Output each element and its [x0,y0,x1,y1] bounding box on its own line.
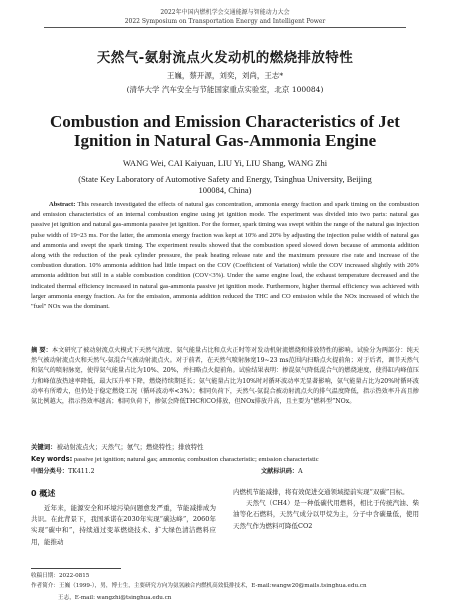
keywords-en-text: passive jet ignition; natural gas; ammonia; combustion characteristic; emission characteristic [73,456,319,463]
footnote-received: 收稿日期：2022-0815 [31,573,90,579]
abstract-en-text: This research investigated the effects of natural gas concentration, ammonia energy fraction and spark timing on the combustion and emission characteristics of an internal combustion engine using jet ignition mode. The experiment was divided into two parts: natural gas passive jet ignition and natural gas-ammonia passive jet ignition. For the former, spark timing was swept within the range of the natural gas injection pulse width of 19~23 ms. For the latter, the ammonia energy fraction was kept at 10% and 20% by adjusting the injection pulse width of natural gas and ammonia and swept the spark timing. The experiment results showed that the combustion speed slowed down because of ammonia addition along with the reduction of the peak cylinder pressure, the peak heating release rate and the maximum pressure rise rate and increase of the combustion duration. 10% ammonia addition had little impact on the COV (Coefficient of Variation) while the COV increased slightly with 20% ammonia addition but still in a stable combustion condition (COV<3%). Under the same engine load, the exhaust temperature decreased and the indicated thermal efficiency increased in natural gas-ammonia passive jet ignition mode. Furthermore, higher thermal efficiency was achieved with larger ammonia energy fraction. As for the emission, ammonia addition reduced the THC and CO emission while the NOx increased of which the "fuel" NOx was the dominant. [31,201,419,311]
abstract-en-label: Abstract: [49,201,76,208]
intro-right-column [233,487,419,532]
footnote-author: 作者简介：王巍（1999-），男，博士生，主要研究方向为氨氢融合内燃机高效低排技术，E-mail:wangw20@mails.tsinghua.edu.cn [31,583,367,589]
authors-en: WANG Wei, CAI Kaiyuan, LIU Yi, LIU Shang, WANG Zhi [122,158,328,168]
title-cn: 天然气-氨射流点火发动机的燃烧排放特性 [96,50,354,66]
conference-name-en: 2022 Symposium on Transportation Energy and Intelligent Power [124,18,326,25]
title-en: Combustion and Emission Characteristics of Jet Ignition in Natural Gas-Ammonia Engine [50,112,400,150]
abstract-en [31,200,419,312]
footnote-rule [31,568,121,569]
doc-code-group [261,467,303,476]
affiliation-en: (State Key Laboratory of Automotive Safety and Energy, Tsinghua University, Beijing 100084, China) [78,174,372,195]
footnote-corresponding: 王志，E-mail: wangzhi@tsinghua.edu.cn [58,595,172,601]
abstract-cn-label: 摘 要： [31,347,52,354]
clc-label: 中图分类号： [31,468,69,475]
keywords-en-label: Key words: [31,455,73,463]
intro-right-para1: 内燃机节能减排，将有效促进交通领域提前实现“双碳”目标。 [233,488,409,496]
classification-line [31,467,419,476]
keywords-cn-text: 被动射流点火；天然气；氨气；燃烧特性；排放特性 [56,443,204,451]
doc-code: A [298,468,303,475]
authors-cn: 王巍，蔡开源，刘奕，刘尚，王志* [166,71,284,80]
section-heading-intro: 0 概述 [31,489,56,498]
intro-left-column: 近年来，能源安全和环境污染问题愈发严重，节能减排成为共识。在此背景下，我国承诺在2030年实现“碳达峰”，2060年实现“碳中和”，持续通过变革燃烧技术、扩大绿色清洁燃料应用，能推动 [31,504,216,546]
abstract-cn [31,346,419,407]
keywords-cn [31,443,419,452]
keywords-en [31,455,419,464]
header-rule [44,27,406,28]
conference-name-cn: 2022年中国内燃机学会交通能源与智能动力大会 [160,9,290,16]
abstract-cn-text: 本文研究了被动射流点火模式下天然气浓度、氨气能量占比和点火正时等对发动机射流燃烧和排放特性的影响。试验分为两部分：纯天然气被动射流点火和天然气-氨混合气被动射流点火。对于前者，在天然气喷射脉宽19~23 ms范围内扫略点火提前角；对于后者，调节天然气和氨气的喷射脉宽，使得氨气能量占比为10%、20%，并扫略点火提前角。试验结果表明：掺混氨气降低混合气的燃烧速度，使得缸内峰值压力和峰值放热速率降低，最大压升率下降，燃烧持续期延长；氨气能量占比为10%时对循环波动率无显著影响，氨气能量占比为20%时循环波动率有所增大，但仍处于稳定燃烧工况（循环波动率<3%）；相同负荷下，天然气-氨混合被动射流点火的排气温度降低，指示热效率升高且掺氨比例越大，指示热效率越高；相同负荷下，掺氨会降低THC和CO排放，但NOx排放升高，且主要为“燃料型”NOx。 [31,347,420,406]
keywords-cn-label: 关键词： [31,443,57,451]
conference-header [0,8,450,26]
intro-right-para2: 天然气（CH4）是一种低碳代用燃料，相比于传统汽油、柴油等化石燃料，天然气成分以甲烷为主，分子中含碳量低，使用天然气作为燃料可降低CO2 [233,499,419,530]
clc-code: TK411.2 [68,468,95,475]
doc-label: 文献标识码： [261,468,299,475]
affiliation-cn: (清华大学 汽车安全与节能国家重点实验室，北京 100084) [126,85,324,94]
